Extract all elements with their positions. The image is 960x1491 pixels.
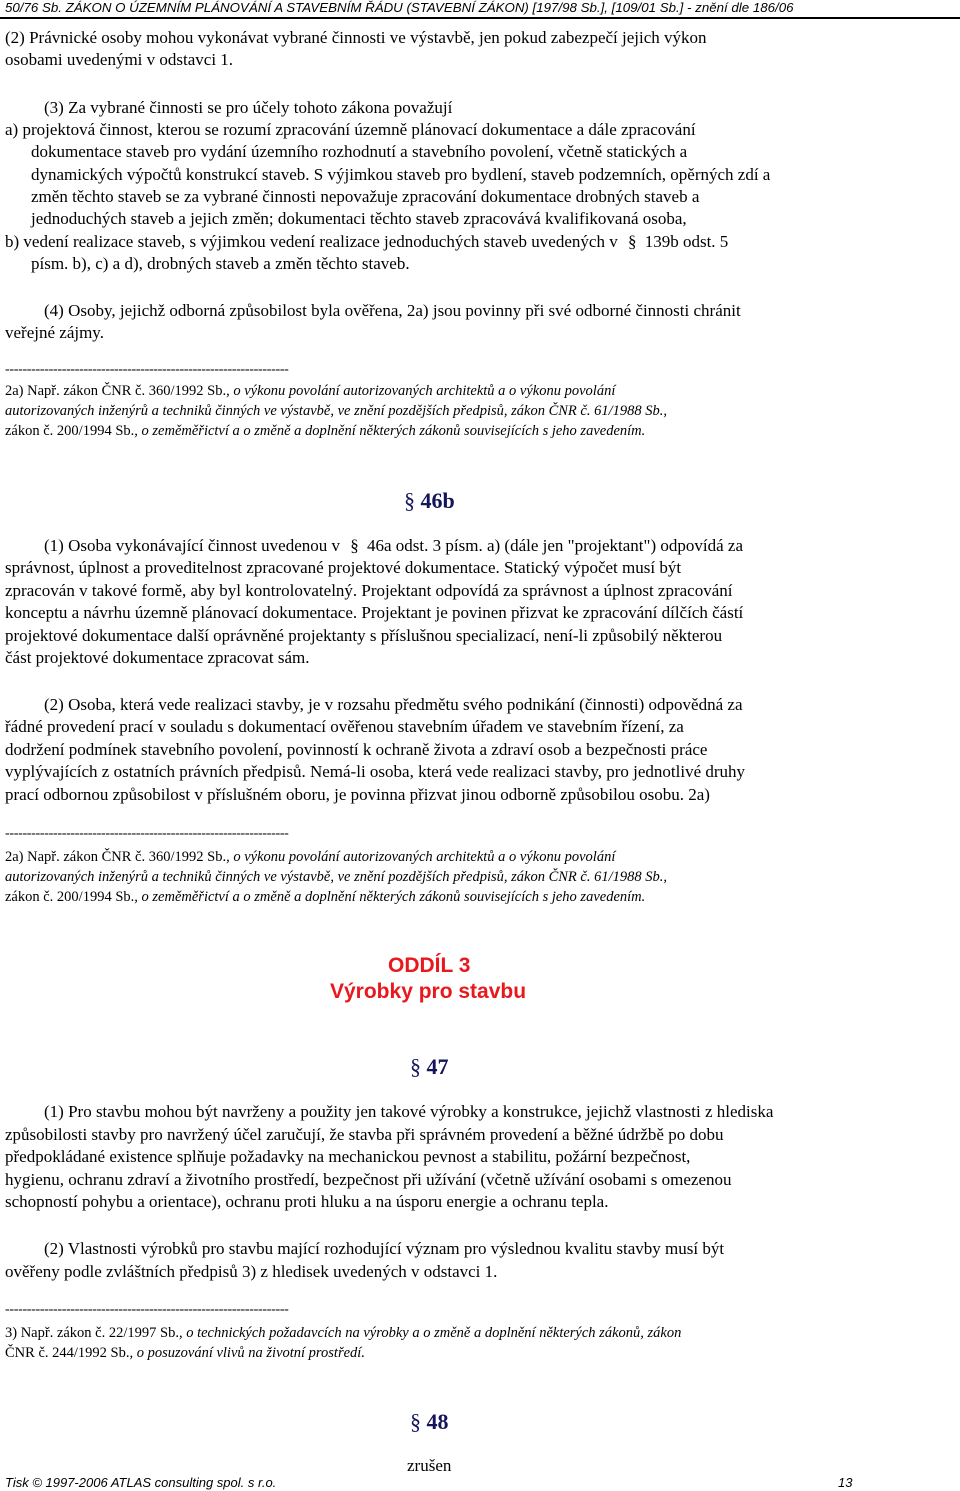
footnote-separator: ----------------------------------------------------------------- <box>5 1302 289 1317</box>
paragraph-line <box>44 535 743 557</box>
section-sign: § <box>404 488 415 513</box>
paragraph-line: (4) Osoby, jejichž odborná způsobilost byla ověřena, 2a) jsou povinny při své odborné činnosti chránit <box>44 301 741 320</box>
paragraph-line: projektové dokumentace další oprávněné projektanty s příslušnou specializací, není-li způsobilý některou <box>5 626 723 645</box>
footnote-text: , o zeměměřictví a o změně a doplnění některých zákonů souvisejících s jeho zavedením. <box>134 889 646 905</box>
footnote-reference[interactable]: zákon č. 200/1994 Sb. <box>5 889 135 905</box>
paragraph-line: část projektové dokumentace zpracovat sám. <box>5 648 310 667</box>
paragraph-line: (2) Právnické osoby mohou vykonávat vybrané činnosti ve výstavbě, jen pokud zabezpečí jejich výkon <box>5 28 707 47</box>
footnote-text: , o technických požadavcích na výrobky a o změně a doplnění některých zákonů, zákon <box>178 1325 682 1341</box>
footnote-separator: ----------------------------------------------------------------- <box>5 826 289 841</box>
paragraph-line: (2) Vlastnosti výrobků pro stavbu mající rozhodující význam pro výslednou kvalitu stavby musí být <box>44 1239 725 1258</box>
paragraph-line: zpracován v takové formě, aby byl kontrolovatelný. Projektant odpovídá za správnost a úplnost zpracování <box>5 581 733 600</box>
paragraph-line: dodržení podmínek stavebního povolení, povinností k ochraně života a zdraví osob a bezpečnosti práce <box>5 740 708 759</box>
footnote-line <box>5 381 615 401</box>
footnote-text: , o zeměměřictví a o změně a doplnění některých zákonů souvisejících s jeho zavedením. <box>134 423 646 439</box>
section-link[interactable]: § <box>350 536 359 555</box>
running-header: 50/76 Sb. ZÁKON O ÚZEMNÍM PLÁNOVÁNÍ A STAVEBNÍM ŘÁDU (STAVEBNÍ ZÁKON) [197/98 Sb.], [109/01 Sb.] - znění dle 186/06 <box>5 0 794 15</box>
paragraph-text: 46a odst. 3 písm. a) (dále jen "projektant") odpovídá za <box>367 536 743 555</box>
footnote-reference[interactable]: 2a) Např. zákon ČNR č. 360/1992 Sb. <box>5 383 227 399</box>
footer-text: Tisk © 1997-2006 ATLAS consulting spol. s r.o. <box>5 1475 277 1490</box>
repealed-note: zrušen <box>407 1456 452 1475</box>
paragraph-line: prací odbornou způsobilost v příslušném oboru, je povinna přizvat jinou odborně způsobilou osobu. 2a) <box>5 785 710 804</box>
division-subtitle: Výrobky pro stavbu <box>330 980 527 1003</box>
footnote-text: , o výkonu povolání autorizovaných architektů a o výkonu povolání <box>226 849 616 865</box>
section-heading-47 <box>410 1053 449 1081</box>
paragraph-line: písm. b), c) a d), drobných staveb a změn těchto staveb. <box>31 254 410 273</box>
paragraph-line: řádné provedení prací v souladu s dokumentací ověřenou stavebním úřadem ve stavebním řízení, za <box>5 717 684 736</box>
paragraph-line: předpokládané existence splňuje požadavky na mechanickou pevnost a stabilitu, požární bezpečnost, <box>5 1147 691 1166</box>
footnote-line <box>5 1323 681 1343</box>
paragraph-line: dokumentace staveb pro vydání územního rozhodnutí a stavebního povolení, včetně statických a <box>31 142 688 161</box>
footnote-line <box>5 1343 365 1363</box>
footnote-reference[interactable]: 3) Např. zákon č. 22/1997 Sb. <box>5 1325 179 1341</box>
footnote-reference[interactable]: zákon č. 200/1994 Sb. <box>5 423 135 439</box>
paragraph-line: dynamických výpočtů konstrukcí staveb. S výjimkou staveb pro bydlení, staveb podzemních, opěrných zdí a <box>31 165 771 184</box>
footnote-line <box>5 847 615 867</box>
paragraph-line: (3) Za vybrané činnosti se pro účely tohoto zákona považují <box>44 98 453 117</box>
section-number: 47 <box>426 1054 449 1079</box>
paragraph-line: vyplývajících z ostatních právních předpisů. Nemá-li osoba, která vede realizaci stavby, pro jednotlivé druhy <box>5 762 746 781</box>
paragraph-text: 139b odst. 5 <box>644 232 729 251</box>
paragraph-line: osobami uvedenými v odstavci 1. <box>5 50 234 69</box>
paragraph-line: a) projektová činnost, kterou se rozumí zpracování územně plánovací dokumentace a dále zpracování <box>5 120 696 139</box>
footnote-separator: ----------------------------------------------------------------- <box>5 362 289 377</box>
footnote-reference[interactable]: 2a) Např. zákon ČNR č. 360/1992 Sb. <box>5 849 227 865</box>
section-heading-46b <box>404 487 455 515</box>
footnote-reference[interactable]: ČNR č. 244/1992 Sb. <box>5 1345 130 1361</box>
header-rule <box>0 17 960 19</box>
paragraph-line: (1) Pro stavbu mohou být navrženy a použity jen takové výrobky a konstrukce, jejichž vlastnosti z hlediska <box>44 1102 774 1121</box>
footnote-line: autorizovaných inženýrů a techniků činných ve výstavbě, ve znění pozdějších předpisů, zákon ČNR č. 61/1988 Sb., <box>5 869 668 885</box>
section-heading-48 <box>410 1408 449 1436</box>
paragraph-line <box>5 231 728 253</box>
paragraph-line: schopností pohybu a orientace), ochranu proti hluku a na úsporu energie a ochranu tepla. <box>5 1192 609 1211</box>
paragraph-text: (1) Osoba vykonávající činnost uvedenou v <box>44 536 341 555</box>
section-number: 48 <box>426 1409 449 1434</box>
footnote-line <box>5 421 645 441</box>
paragraph-line: veřejné zájmy. <box>5 323 104 342</box>
paragraph-line: správnost, úplnost a proveditelnost zpracované projektové dokumentace. Statický výpočet musí být <box>5 558 682 577</box>
section-number: 46b <box>420 488 455 513</box>
paragraph-line: konceptu a návrhu územně plánovací dokumentace. Projektant je povinen přizvat ke zpracování dílčích částí <box>5 603 744 622</box>
page-number: 13 <box>838 1475 853 1490</box>
section-sign: § <box>410 1409 421 1434</box>
footnote-text: , o výkonu povolání autorizovaných architektů a o výkonu povolání <box>226 383 616 399</box>
paragraph-line: hygienu, ochranu zdraví a životního prostředí, bezpečnost při užívání (včetně užívání osobami s omezenou <box>5 1170 732 1189</box>
paragraph-line: změn těchto staveb se za vybrané činnosti nepovažuje zpracování dokumentace drobných staveb a <box>31 187 700 206</box>
paragraph-line: jednoduchých staveb a jejich změn; dokumentaci těchto staveb zpracovává kvalifikovaná osoba, <box>31 209 687 228</box>
footnote-line <box>5 887 645 907</box>
footnote-line: autorizovaných inženýrů a techniků činných ve výstavbě, ve znění pozdějších předpisů, zákon ČNR č. 61/1988 Sb., <box>5 403 668 419</box>
division-title: ODDÍL 3 <box>388 954 471 977</box>
footnote-text: , o posuzování vlivů na životní prostředí. <box>129 1345 365 1361</box>
section-sign: § <box>410 1054 421 1079</box>
section-link[interactable]: § <box>627 232 637 251</box>
paragraph-line: (2) Osoba, která vede realizaci stavby, je v rozsahu předmětu svého podnikání (činnosti) odpovědná za <box>44 695 743 714</box>
paragraph-line: způsobilosti stavby pro navržený účel zaručují, že stavba při správném provedení a běžné údržbě po dobu <box>5 1125 724 1144</box>
paragraph-line: ověřeny podle zvláštních předpisů 3) z hledisek uvedených v odstavci 1. <box>5 1262 498 1281</box>
paragraph-text: b) vedení realizace staveb, s výjimkou vedení realizace jednoduchých staveb uvedených v <box>5 232 618 251</box>
